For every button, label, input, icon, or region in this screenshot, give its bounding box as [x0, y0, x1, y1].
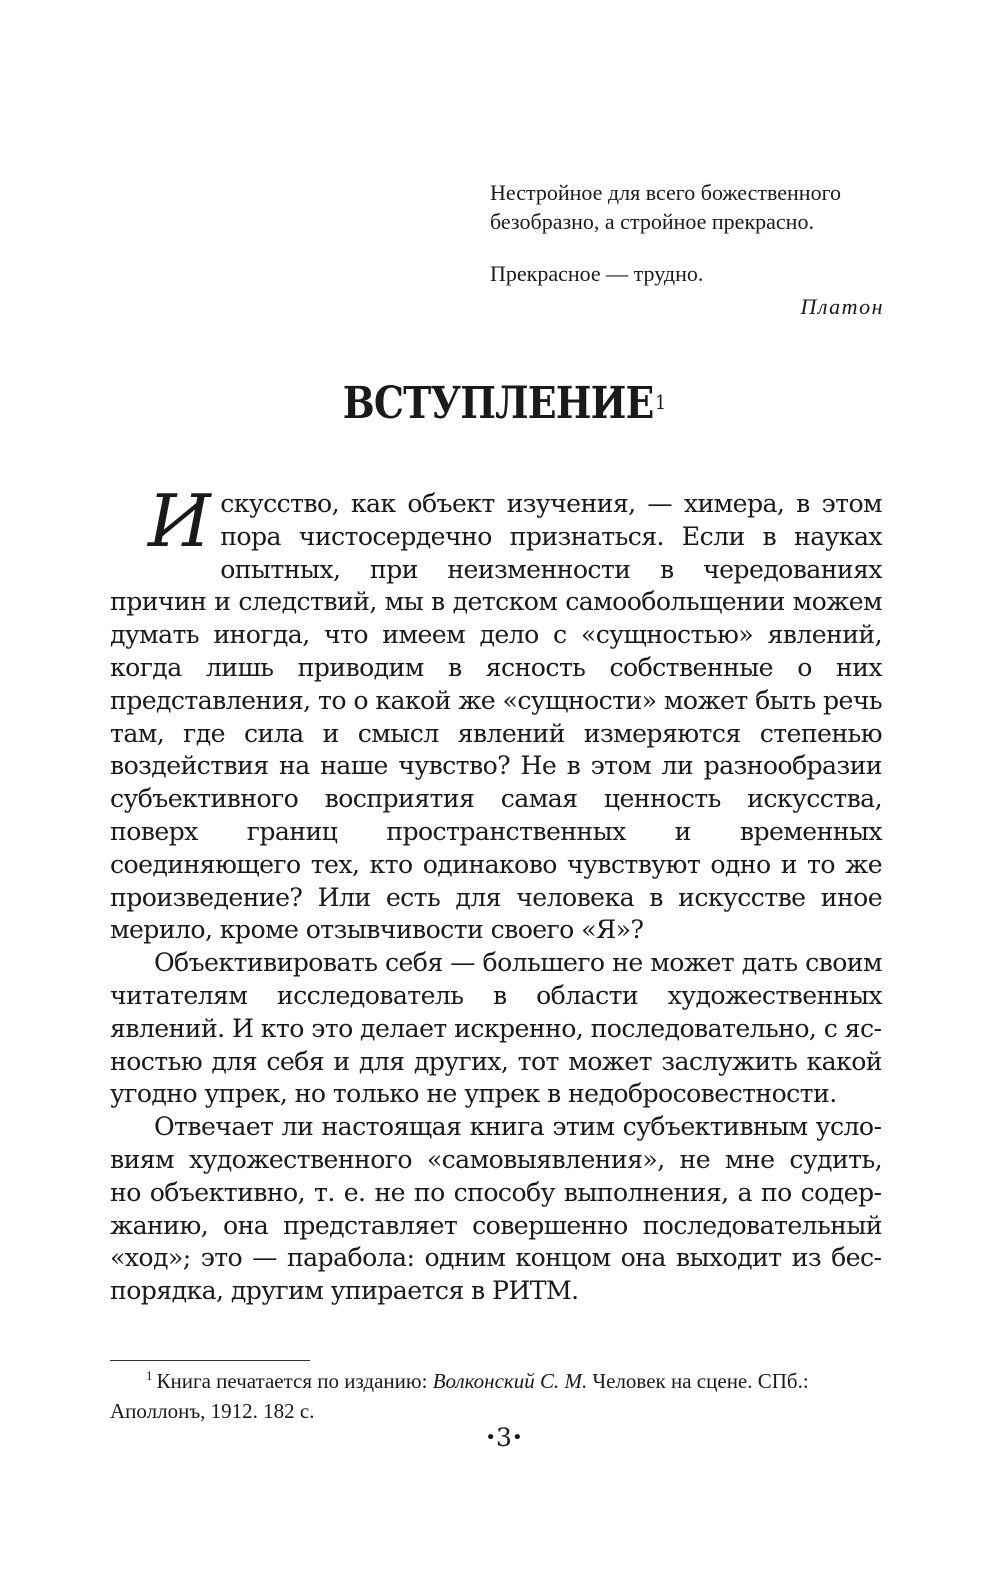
epigraph-quote-line-2: безобразно, а стройное прекрасно.	[490, 209, 814, 234]
footnote-text-before: Книга печатается по изданию:	[156, 1369, 433, 1393]
epigraph-quote-2: Прекрасное — трудно.	[490, 261, 704, 286]
footnote-author: Волконский С. М.	[432, 1369, 588, 1393]
chapter-title	[71, 378, 938, 430]
body-text	[110, 479, 882, 1308]
drop-cap: И	[148, 479, 211, 563]
paragraph-2: Объективировать себя — большего не может дать своим читателям исследователь в области художественных явлений. И кто это делает искренно, последовательно, с ясностью для себя и для других, тот может заслужить какой угодно упрек, но только не упрек в недобросовестности.	[110, 948, 882, 1109]
footnote-text-after: Человек на сцене. СПб.: Аполлонъ, 1912. 182 с.	[110, 1369, 809, 1423]
epigraph-quote-line-1: Нестройное для всего божественного	[490, 180, 842, 205]
page-number-right-dot: •	[511, 1426, 523, 1448]
page-number-value: 3	[496, 1423, 512, 1452]
epigraph	[490, 178, 890, 321]
footnote	[110, 1366, 882, 1426]
paragraph-3: Отвечает ли настоящая книга этим субъективным условиям художественного «самовыявления», не мне судить, но объективно, т. е. не по способу выполнения, а по содержанию, она представляет совершенно последовательный «ход»; это — парабола: одним концом она выходит из беспорядка, другим упирается в РИТМ.	[110, 1112, 882, 1306]
epigraph-author: Платон	[800, 294, 884, 319]
page-number-left-dot: •	[485, 1426, 497, 1448]
footnote-divider	[110, 1360, 310, 1361]
paragraph-1	[110, 479, 882, 947]
paragraph-1-text: скусство, как объект изучения, — химера, в этом пора чистосердечно признаться. Если в науках опытных, при неизменности в чередованиях причин и следствий, мы в детском самообольщении можем думать иногда, что имеем дело с «сущностью» явлений, когда лишь приводим в ясность собственные о них представления, то о какой же «сущности» может быть речь там, где сила и смысл явлений измеряются степенью воздействия на наше чувство? Не в этом ли разнообразии субъективного восприятия самая ценность искусства, поверх границ пространственных и временных соединяющего тех, кто одинаково чувствуют одно и то же произведение? Или есть для человека в искусстве иное мерило, кроме отзывчивости своего «Я»?	[110, 489, 882, 945]
footnote-mark: 1	[146, 1368, 153, 1383]
title-footnote-ref[interactable]: 1	[655, 390, 666, 414]
chapter-title-text: ВСТУПЛЕНИЕ	[342, 378, 654, 429]
page-number	[0, 1420, 1008, 1458]
